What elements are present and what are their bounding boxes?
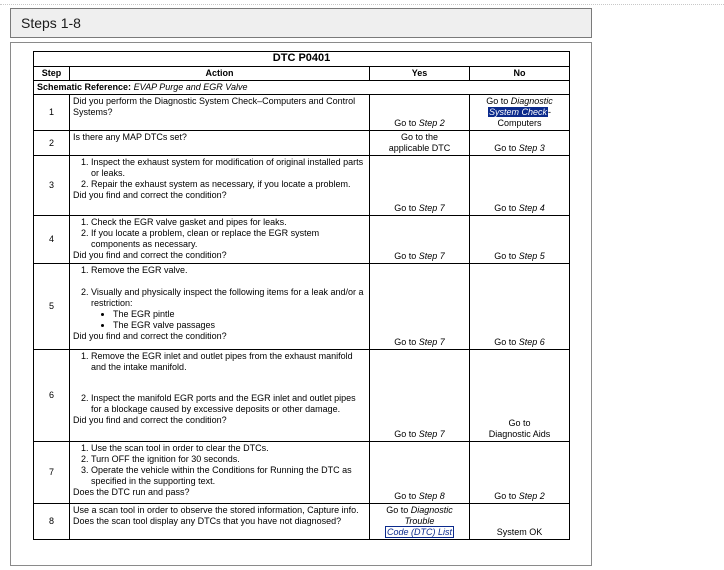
step-number: 7 xyxy=(34,442,70,504)
step-number: 4 xyxy=(34,216,70,264)
action-list xyxy=(73,351,366,415)
list-item: 1. Remove the EGR valve. xyxy=(91,265,366,276)
yes-link[interactable]: Step 8 xyxy=(418,491,445,501)
table-row xyxy=(34,156,570,216)
step-number: 2 xyxy=(34,131,70,156)
schematic-reference-row xyxy=(34,81,570,95)
yes-cell: Go to Step 7 xyxy=(370,156,470,216)
list-item: 2. Repair the exhaust system as necessary, if you locate a problem. xyxy=(91,179,366,190)
action-question: Is there any MAP DTCs set? xyxy=(73,132,187,142)
top-divider xyxy=(0,0,724,5)
action-line: Use a scan tool in order to observe the stored information, Capture info. xyxy=(73,505,359,515)
no-cell: Go to Diagnostic Aids xyxy=(470,350,570,442)
table-header-row xyxy=(34,67,570,81)
table-row xyxy=(34,264,570,350)
no-link[interactable]: Diagnostic Aids xyxy=(488,429,551,439)
schematic-label: Schematic Reference: xyxy=(37,82,132,92)
no-link[interactable]: Step 6 xyxy=(518,337,545,347)
list-item: 1. Inspect the exhaust system for modification of original installed parts or leaks. xyxy=(91,157,366,179)
section-title: Steps 1-8 xyxy=(21,15,81,31)
yes-link[interactable]: Step 7 xyxy=(418,251,445,261)
action-question: Does the scan tool display any DTCs that you have not diagnosed? xyxy=(73,516,342,526)
header-no: No xyxy=(470,67,570,81)
table-row xyxy=(34,95,570,131)
action-question: Did you perform the Diagnostic System Check–Computers and Control Systems? xyxy=(73,96,356,117)
list-item: 1. Check the EGR valve gasket and pipes for leaks. xyxy=(91,217,366,228)
yes-link[interactable]: Step 7 xyxy=(418,203,445,213)
table-row xyxy=(34,131,570,156)
list-item: 2. Inspect the manifold EGR ports and the EGR inlet and outlet pipes for a blockage caused by excessive deposits or other damage. xyxy=(91,393,366,415)
no-cell: Go to Step 3 xyxy=(470,131,570,156)
list-item: 2. If you locate a problem, clean or replace the EGR system components as necessary. xyxy=(91,228,366,250)
action-cell xyxy=(70,156,370,216)
action-cell xyxy=(70,264,370,350)
action-cell xyxy=(70,95,370,131)
no-link[interactable]: Step 4 xyxy=(518,203,545,213)
no-link[interactable]: Step 2 xyxy=(518,491,545,501)
action-list xyxy=(73,265,366,331)
action-list xyxy=(73,443,366,487)
yes-cell: Go to Step 7 xyxy=(370,216,470,264)
yes-link-highlighted[interactable]: Code (DTC) List xyxy=(386,527,452,537)
action-cell xyxy=(70,216,370,264)
bullet-item: • The EGR pintle xyxy=(113,309,366,320)
action-question: Did you find and correct the condition? xyxy=(73,331,227,341)
no-cell: Go to Step 4 xyxy=(470,156,570,216)
action-question: Does the DTC run and pass? xyxy=(73,487,190,497)
step-number: 8 xyxy=(34,504,70,540)
table-title-row xyxy=(34,52,570,67)
yes-cell: Go to Step 2 xyxy=(370,95,470,131)
bullet-list xyxy=(91,309,366,331)
action-cell xyxy=(70,442,370,504)
action-question: Did you find and correct the condition? xyxy=(73,250,227,260)
step-number: 1 xyxy=(34,95,70,131)
no-link[interactable]: Step 3 xyxy=(518,143,545,153)
schematic-link[interactable]: EVAP Purge and EGR Valve xyxy=(133,82,248,92)
action-question: Did you find and correct the condition? xyxy=(73,415,227,425)
yes-link[interactable]: Step 2 xyxy=(418,118,445,128)
no-cell: Go to Step 6 xyxy=(470,264,570,350)
table-row xyxy=(34,350,570,442)
yes-cell: Go to Step 7 xyxy=(370,264,470,350)
bullet-item: • The EGR valve passages xyxy=(113,320,366,331)
table-row xyxy=(34,504,570,540)
no-link[interactable]: Diagnostic xyxy=(510,96,553,106)
step-number: 6 xyxy=(34,350,70,442)
yes-link[interactable]: Step 7 xyxy=(418,337,445,347)
action-question: Did you find and correct the condition? xyxy=(73,190,227,200)
no-cell xyxy=(470,504,570,540)
table-row xyxy=(34,442,570,504)
no-cell: Go to Step 5 xyxy=(470,216,570,264)
header-step: Step xyxy=(34,67,70,81)
yes-link[interactable]: Step 7 xyxy=(418,429,445,439)
no-cell: Go to Step 2 xyxy=(470,442,570,504)
action-list xyxy=(73,217,366,250)
action-cell xyxy=(70,131,370,156)
action-cell xyxy=(70,350,370,442)
yes-cell: Go to Step 7 xyxy=(370,350,470,442)
step-number: 3 xyxy=(34,156,70,216)
table-row xyxy=(34,216,570,264)
list-item: 2. Visually and physically inspect the following items for a leak and/or a restriction: • The EGR pintle • The EGR valve passages xyxy=(91,287,366,331)
no-link[interactable]: Step 5 xyxy=(518,251,545,261)
yes-cell: Go to Diagnostic Trouble Code (DTC) List xyxy=(370,504,470,540)
section-header xyxy=(10,8,592,38)
list-item: 1. Remove the EGR inlet and outlet pipes from the exhaust manifold and the intake manifold. xyxy=(91,351,366,373)
system-ok-text: System OK xyxy=(496,527,543,537)
action-cell xyxy=(70,504,370,540)
header-yes: Yes xyxy=(370,67,470,81)
list-item: 3. Operate the vehicle within the Conditions for Running the DTC as specified in the supporting text. xyxy=(91,465,366,487)
step-number: 5 xyxy=(34,264,70,350)
header-action: Action xyxy=(70,67,370,81)
list-item: 1. Use the scan tool in order to clear the DTCs. xyxy=(91,443,366,454)
table-title: DTC P0401 xyxy=(34,52,570,67)
yes-cell: Go to the applicable DTC xyxy=(370,131,470,156)
no-link-highlighted[interactable]: System Check xyxy=(489,107,548,117)
list-item: 2. Turn OFF the ignition for 30 seconds. xyxy=(91,454,366,465)
action-list xyxy=(73,157,366,190)
dtc-table xyxy=(33,51,570,540)
yes-cell: Go to Step 8 xyxy=(370,442,470,504)
no-cell: Go to Diagnostic System Check- Computers xyxy=(470,95,570,131)
yes-link[interactable]: Diagnostic xyxy=(410,505,453,515)
